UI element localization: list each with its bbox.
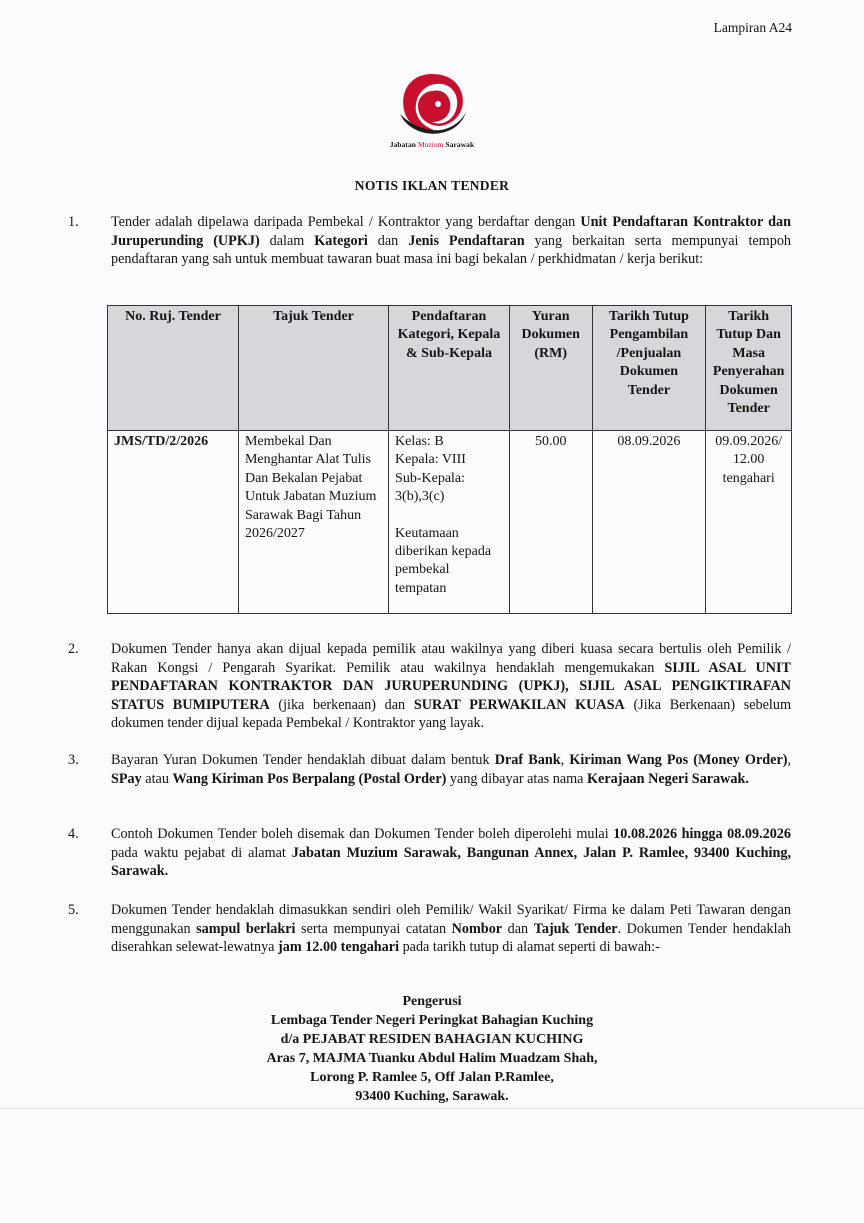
signature-block	[0, 992, 864, 1106]
header-pendaftaran: Pendaftaran Kategori, Kepala & Sub-Kepala	[389, 306, 510, 431]
cell-tutup-serah: 09.09.2026/ 12.00 tengahari	[706, 431, 792, 614]
header-tutup-ambil: Tarikh Tutup Pengambilan /Penjualan Dokumen Tender	[592, 306, 706, 431]
table-header-row	[108, 306, 792, 431]
muzium-sarawak-logo-icon	[394, 70, 470, 136]
notice-title: NOTIS IKLAN TENDER	[354, 178, 510, 193]
attachment-label: Lampiran A24	[713, 20, 792, 35]
cell-tutup-ambil: 08.09.2026	[592, 431, 706, 614]
signature-line: 93400 Kuching, Sarawak.	[355, 1089, 509, 1104]
cell-ruj: JMS/TD/2/2026	[108, 431, 239, 614]
header-yuran: Yuran Dokumen (RM)	[509, 306, 592, 431]
department-logo-block	[0, 70, 864, 149]
header-tutup-serah: Tarikh Tutup Dan Masa Penyerahan Dokumen Tender	[706, 306, 792, 431]
paragraph-2: 2. Dokumen Tender hanya akan dijual kepada pemilik atau wakilnya yang diberi kuasa secara bertulis oleh Pemilik / Rakan Kongsi / Pengarah Syarikat. Pemilik atau wakilnya hendaklah mengemukakan SIJIL ASAL UNIT PENDAFTARAN KONTRAKTOR DAN JURUPERUNDING (UPKJ), SIJIL ASAL PENGIKTIRAFAN STATUS BUMIPUTERA (jika berkenaan) dan SURAT PERWAKILAN KUASA (Jika Berkenaan) sebelum dokumen tender dijual kepada Pembekal / Kontraktor yang layak.	[68, 641, 792, 731]
table-row	[108, 431, 792, 614]
paragraph-5: 5. Dokumen Tender hendaklah dimasukkan sendiri oleh Pemilik/ Wakil Syarikat/ Firma ke dalam Peti Tawaran dengan menggunakan sampul berlakri serta mempunyai catatan Nombor dan Tajuk Tender. Dokumen Tender hendaklah diserahkan selewat-lewatnya jam 12.00 tengahari pada tarikh tutup di alamat seperti di bawah:-	[68, 902, 791, 955]
signature-line: Pengerusi	[402, 994, 462, 1009]
header-tajuk: Tajuk Tender	[238, 306, 388, 431]
header-ruj: No. Ruj. Tender	[108, 306, 239, 431]
signature-line: Aras 7, MAJMA Tuanku Abdul Halim Muadzam Shah,	[266, 1051, 598, 1066]
tender-table	[107, 305, 792, 614]
paragraph-1: 1. Tender adalah dipelawa daripada Pembekal / Kontraktor yang berdaftar dengan Unit Pendaftaran Kontraktor dan Juruperunding (UPKJ) dalam Kategori dan Jenis Pendaftaran yang berkaitan serta mempunyai tempoh pendaftaran yang sah untuk membuat tawaran buat masa ini bagi bekalan / perkhidmatan / kerja berikut:	[68, 214, 792, 267]
signature-line: Lorong P. Ramlee 5, Off Jalan P.Ramlee,	[310, 1070, 554, 1085]
signature-line: d/a PEJABAT RESIDEN BAHAGIAN KUCHING	[280, 1032, 584, 1047]
page-divider	[0, 1108, 864, 1109]
signature-line: Lembaga Tender Negeri Peringkat Bahagian Kuching	[270, 1013, 594, 1028]
cell-pendaftaran: Kelas: B Kepala: VIII Sub-Kepala: 3(b),3(c) Keutamaan diberikan kepada pembekal tempatan	[389, 431, 510, 614]
cell-yuran: 50.00	[509, 431, 592, 614]
cell-tajuk: Membekal Dan Menghantar Alat Tulis Dan Bekalan Pejabat Untuk Jabatan Muzium Sarawak Bagi Tahun 2026/2027	[238, 431, 388, 614]
paragraph-4: 4. Contoh Dokumen Tender boleh disemak dan Dokumen Tender boleh diperolehi mulai 10.08.2026 hingga 08.09.2026 pada waktu pejabat di alamat Jabatan Muzium Sarawak, Bangunan Annex, Jalan P. Ramlee, 93400 Kuching, Sarawak.	[68, 826, 791, 879]
department-name: Jabatan Muzium Sarawak	[389, 140, 475, 149]
paragraph-3: 3. Bayaran Yuran Dokumen Tender hendaklah dibuat dalam bentuk Draf Bank, Kiriman Wang Pos (Money Order), SPay atau Wang Kiriman Pos Berpalang (Postal Order) yang dibayar atas nama Kerajaan Negeri Sarawak.	[68, 752, 792, 787]
